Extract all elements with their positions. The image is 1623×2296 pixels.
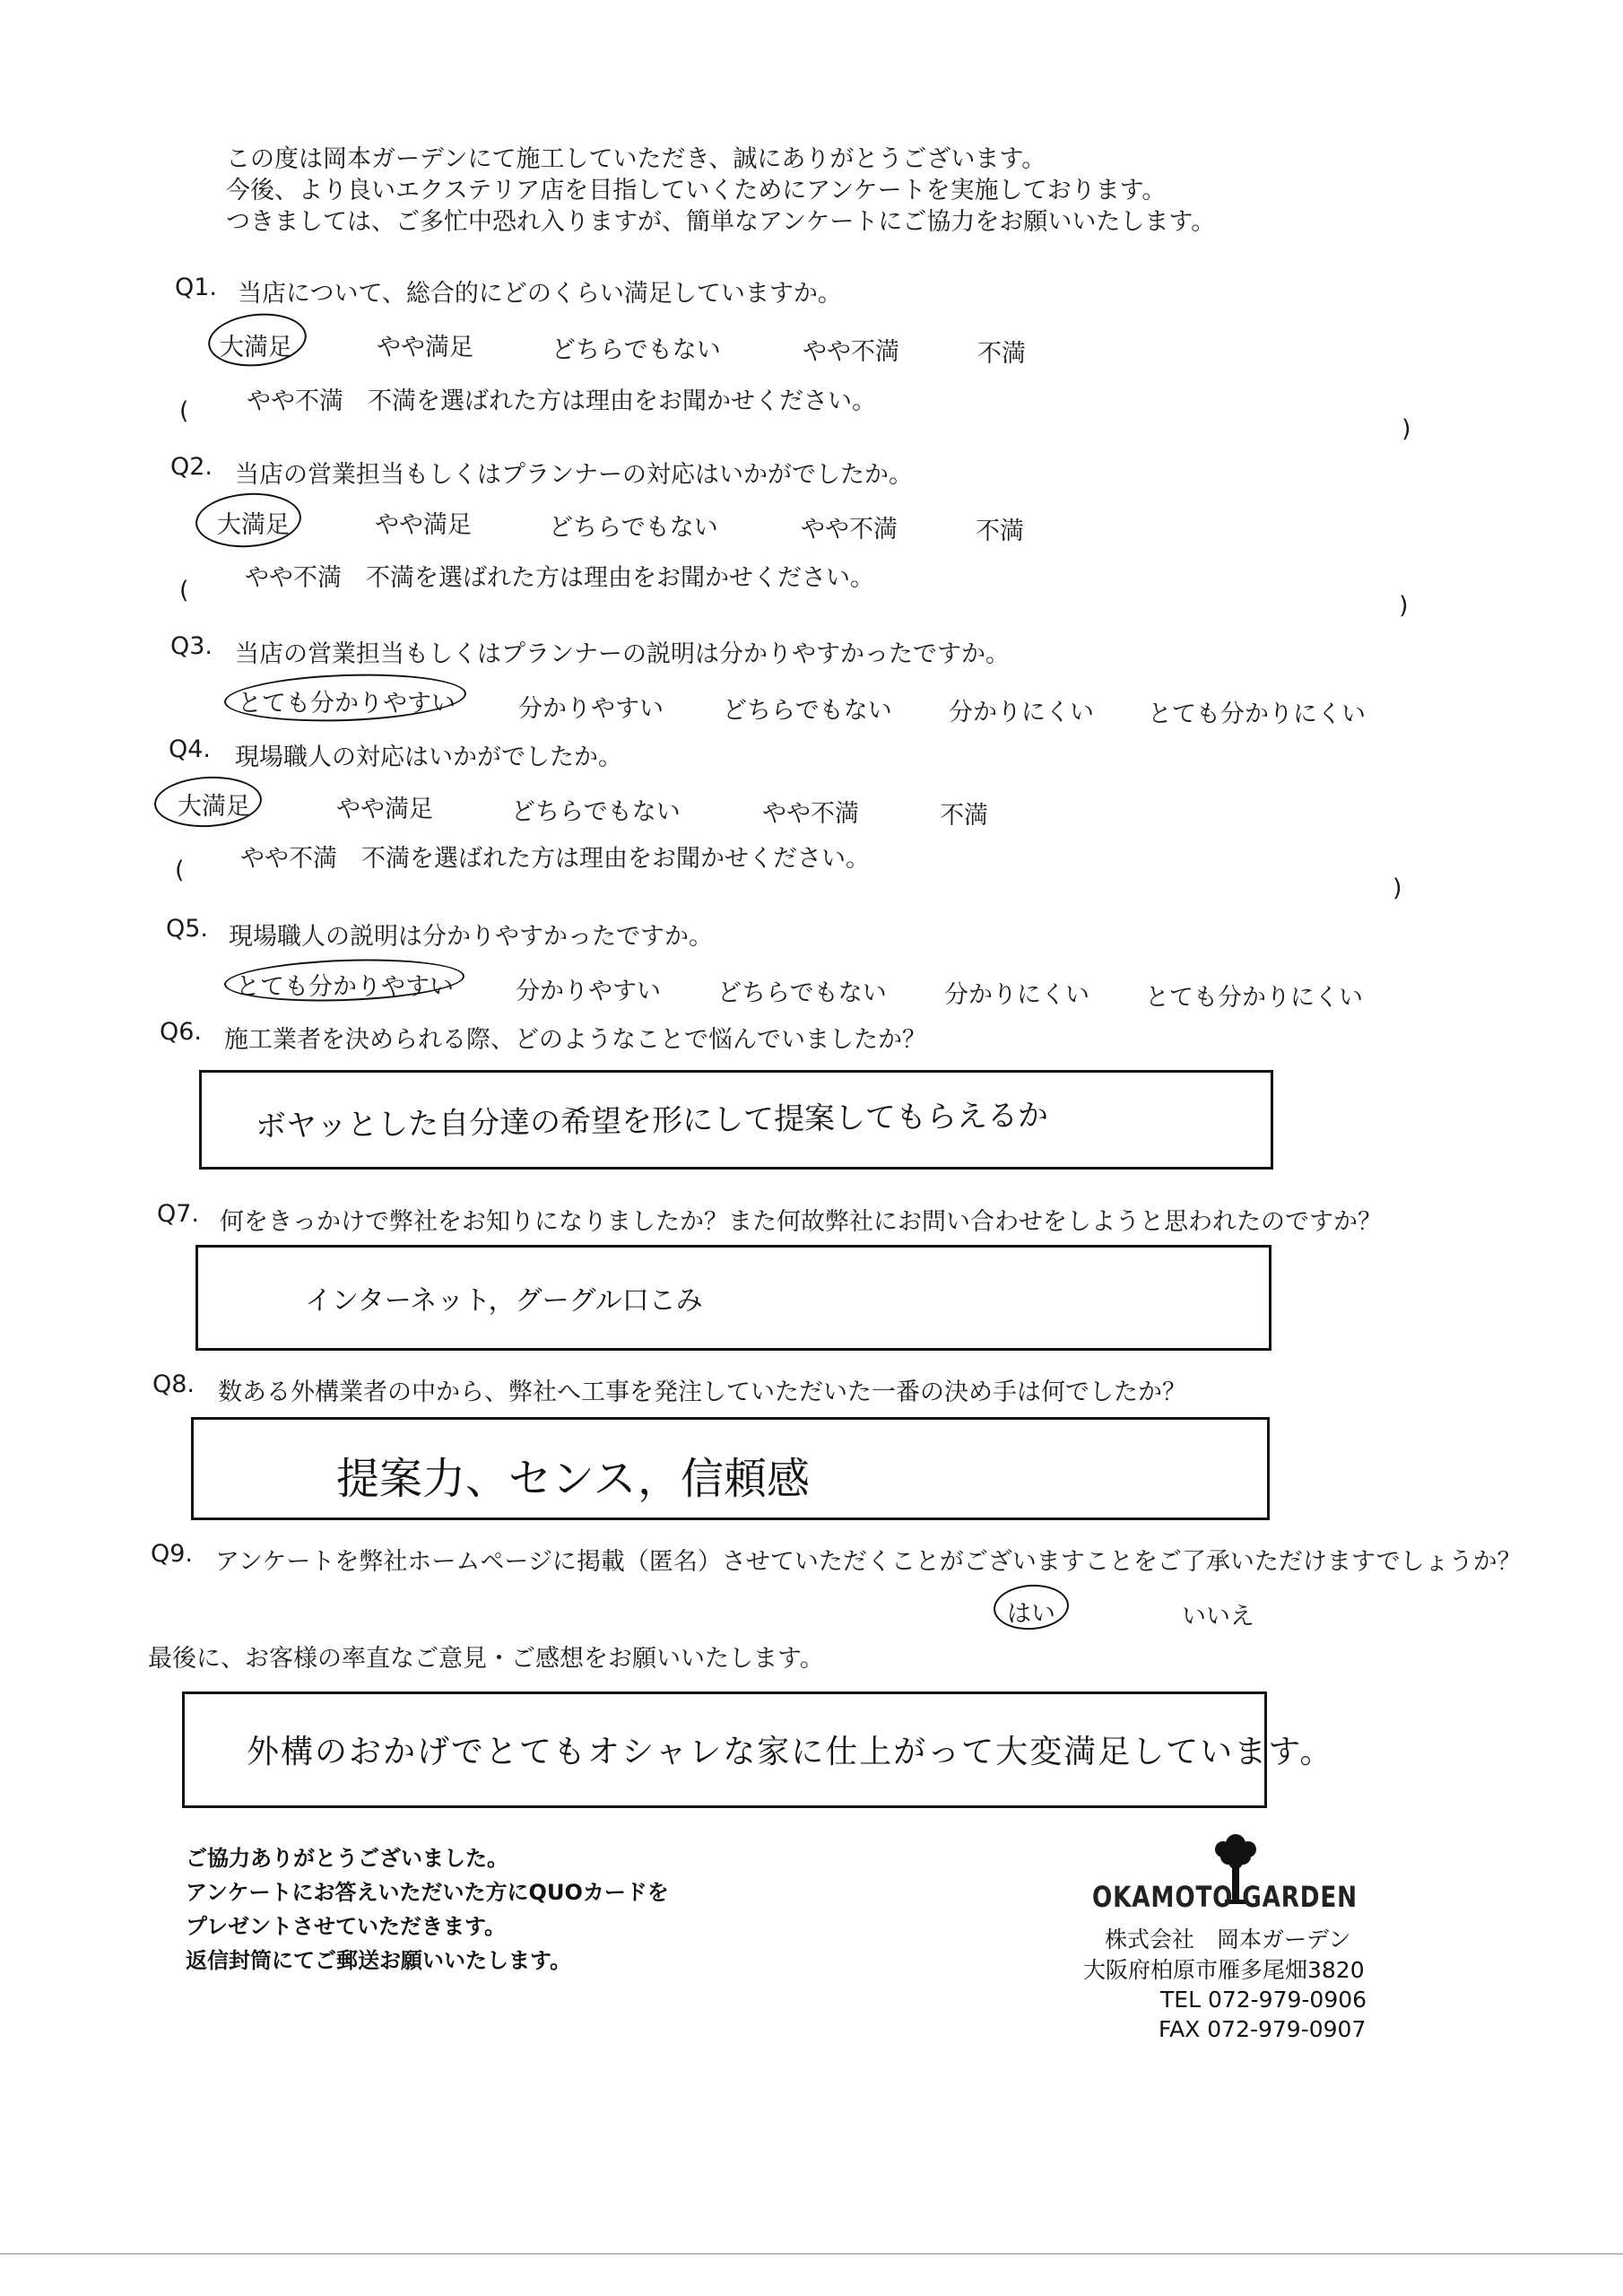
q5-option-5[interactable]: とても分かりにくい [1145,984,1363,1012]
q5-text: 現場職人の説明は分かりやすかったですか。 [229,923,713,951]
q9-text: アンケートを弊社ホームページに掲載（匿名）させていただくことがございますことをご了承いただけますでしょうか？ [215,1548,1522,1576]
q2-reason-prompt: やや不満 不満を選ばれた方は理由をお聞かせください。 [245,564,874,592]
q4-paren-close: ) [1393,874,1402,902]
q8-text: 数ある外構業者の中から、弊社へ工事を発注していただいた一番の決め手は何でしたか？ [218,1378,1186,1406]
company-tel: TEL 072-979-0906 [1160,1987,1367,2013]
q2-text: 当店の営業担当もしくはプランナーの対応はいかがでしたか。 [235,461,913,489]
scan-edge-line [0,2253,1623,2255]
q9-number: Q9. [151,1540,194,1568]
q3-option-2[interactable]: 分かりやすい [518,695,664,723]
footer-line-1: ご協力ありがとうございました。 [186,1846,508,1871]
footer-line-4: 返信封筒にてご郵送お願いいたします。 [186,1948,572,1973]
q5-option-4[interactable]: 分かりにくい [944,981,1089,1009]
q4-option-4[interactable]: やや不満 [762,800,859,828]
q1-option-1[interactable]: 大満足 [220,334,292,361]
logo-text: OKAMOTO GARDEN [1092,1880,1358,1914]
q5-option-3[interactable]: どちらでもない [717,979,887,1007]
q8-answer: 提案力、センス，信頼感 [336,1454,811,1504]
intro-line-1: この度は岡本ガーデンにて施工していただき、誠にありがとうございます。 [226,145,1046,173]
q2-option-4[interactable]: やや不満 [801,516,898,544]
q4-paren-open: ( [175,857,185,884]
company-address: 大阪府柏原市雁多尾畑3820 [1083,1957,1365,1983]
q1-paren-open: ( [179,397,189,425]
q6-text: 施工業者を決められる際、どのようなことで悩んでいましたか？ [224,1026,926,1054]
q2-option-2[interactable]: やや満足 [375,511,472,539]
q4-option-5[interactable]: 不満 [940,802,988,830]
q2-paren-close: ) [1399,592,1409,620]
q1-option-4[interactable]: やや不満 [803,338,899,366]
q4-text: 現場職人の対応はいかがでしたか。 [235,744,622,771]
company-name: 株式会社 岡本ガーデン [1105,1926,1351,1952]
q5-option-1[interactable]: とても分かりやすい [236,973,454,1001]
q1-text: 当店について、総合的にどのくらい満足していますか。 [238,280,842,308]
q4-number: Q4. [169,735,212,763]
intro-line-3: つきましては、ご多忙中恐れ入りますが、簡単なアンケートにご協力をお願いいたします。 [226,208,1216,236]
final-prompt: 最後に、お客様の率直なご意見・ご感想をお願いいたします。 [148,1645,824,1673]
q9-selection-circle [992,1582,1070,1632]
q5-number: Q5. [166,915,209,943]
q3-option-3[interactable]: どちらでもない [723,697,892,725]
q2-option-5[interactable]: 不満 [976,517,1024,545]
q4-reason-prompt: やや不満 不満を選ばれた方は理由をお聞かせください。 [240,845,870,873]
q7-text: 何をきっかけで弊社をお知りになりましたか？また何故弊社にお問い合わせをしようと思われたのですか？ [220,1208,1382,1236]
q6-number: Q6. [160,1018,203,1046]
q2-selection-circle [194,490,303,551]
q5-option-2[interactable]: 分かりやすい [516,978,661,1005]
q4-option-2[interactable]: やや満足 [336,796,433,823]
q6-answer: ボヤッとした自分達の希望を形にして提案してもらえるか [255,1097,1049,1145]
company-fax: FAX 072-979-0907 [1159,2016,1367,2042]
q8-number: Q8. [152,1370,195,1398]
q2-option-1[interactable]: 大満足 [217,511,290,539]
q2-paren-open: ( [179,577,189,604]
final-answer: 外構のおかげでとてもオシャレな家に仕上がって大変満足しています。 [247,1734,1334,1770]
q2-number: Q2. [170,453,213,481]
q9-option-yes[interactable]: はい [1007,1600,1055,1628]
q3-option-1[interactable]: とても分かりやすい [238,690,456,718]
q3-option-4[interactable]: 分かりにくい [949,699,1094,726]
q4-option-3[interactable]: どちらでもない [511,798,681,826]
q2-option-3[interactable]: どちらでもない [549,514,718,542]
q4-option-1[interactable]: 大満足 [178,793,250,821]
q9-option-no[interactable]: いいえ [1182,1603,1254,1631]
q3-number: Q3. [170,632,213,660]
intro-line-2: 今後、より良いエクステリア店を目指していくためにアンケートを実施しております。 [226,177,1167,204]
footer-line-2: アンケートにお答えいただいた方にQUOカードを [186,1880,669,1905]
q1-option-3[interactable]: どちらでもない [551,336,721,364]
q1-paren-close: ) [1402,415,1411,443]
q7-number: Q7. [157,1200,200,1228]
q1-option-2[interactable]: やや満足 [377,334,473,361]
q7-answer: インターネット，グーグル口こみ [305,1285,703,1317]
footer-line-3: プレゼントさせていただきます。 [186,1914,507,1939]
q1-option-5[interactable]: 不満 [977,340,1026,368]
q1-reason-prompt: やや不満 不満を選ばれた方は理由をお聞かせください。 [247,387,876,415]
company-logo [1092,1828,1366,1918]
q3-option-5[interactable]: とても分かりにくい [1148,700,1366,728]
q1-number: Q1. [175,274,218,301]
q3-text: 当店の営業担当もしくはプランナーの説明は分かりやすかったですか。 [235,640,1010,668]
